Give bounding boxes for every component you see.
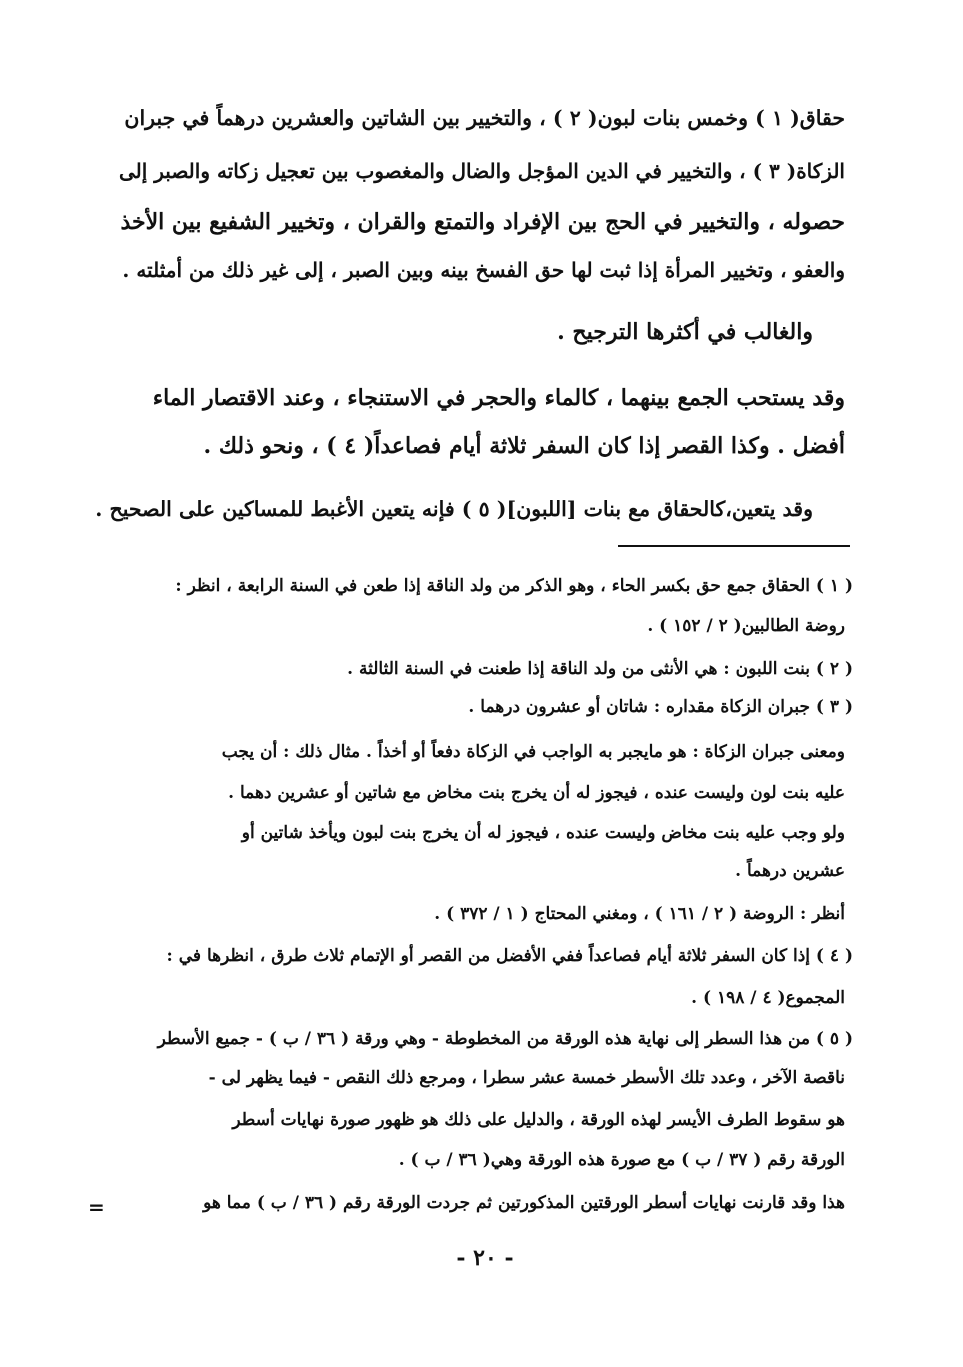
body-paragraph: وقد يتعين،كالحقاق مع بنات [اللبون]( ٥ ) فإنه يتعين الأغبط للمساكين على الصحيح . bbox=[95, 497, 813, 521]
body-line: الزكاة( ٣ ) ، والتخيير في الدين المؤجل والضال والمغصوب بين تعجيل زكاته والصبر إلى bbox=[118, 159, 845, 183]
continuation-mark: = bbox=[88, 1195, 105, 1219]
footnote-5-line: هذا وقد قارنت نهايات أسطر الورقتين المذكورتين ثم جردت الورقة رقم ( ٣٦ / ب ) مما هو bbox=[203, 1193, 845, 1213]
footnote-1-line: ( ١ ) الحقاق جمع حق بكسر الحاء ، وهو الذكر من ولد الناقة إذا طعن في السنة الرابعة ، انظر : bbox=[175, 576, 853, 596]
footnote-3-note-line: ولو وجب عليه بنت مخاض وليست عنده ، فيجوز له أن يخرج بنت لبون ويأخذ شاتين أو bbox=[241, 823, 845, 843]
page-number: - ٢٠ - bbox=[456, 1245, 514, 1271]
footnote-3-note-line: أنظر : الروضة ( ٢ / ١٦١ ) ، ومغني المحتاج ( ١ / ٣٧٢ ) . bbox=[434, 904, 845, 924]
body-line: أفضل . وكذا القصر إذا كان السفر ثلاثة أيام فصاعداً( ٤ ) ، ونحو ذلك . bbox=[203, 433, 845, 459]
body-paragraph: والغالب في أكثرها الترجيح . bbox=[557, 319, 813, 345]
footnote-5-line: ( ٥ ) من هذا السطر إلى نهاية هذه الورقة من المخطوطة - وهي ورقة ( ٣٦ / ب ) - جميع الأسطر bbox=[157, 1029, 853, 1049]
body-line: والعفو ، وتخيير المرأة إذا ثبت لها حق الفسخ بينه وبين الصبر ، إلى غير ذلك من أمثلته . bbox=[122, 258, 845, 282]
footnote-3-note-line: ومعنى جبران الزكاة : هو مايجبر به الواجب في الزكاة دفعاً أو أخذاً . مثال ذلك : أن يجب bbox=[221, 742, 845, 762]
body-line: حقاق( ١ ) وخمس بنات لبون( ٢ ) ، والتخيير بين الشاتين والعشرين درهماً في جبران bbox=[124, 106, 845, 130]
footnote-3-note-line: عليه بنت لون وليست عنده ، فيجوز له أن يخرج بنت مخاض مع شاتين أو عشرين دهما . bbox=[228, 783, 845, 803]
body-line: حصوله ، والتخيير في الحج بين الإفراد والتمتع والقران ، وتخيير الشفيع بين الأخذ bbox=[120, 209, 845, 235]
footnote-4-line: المجموع( ٤ / ١٩٨ ) . bbox=[691, 988, 845, 1008]
footnote-separator bbox=[618, 545, 850, 547]
footnote-5-line: ناقصة الآخر ، وعدد تلك الأسطر خمسة عشر سطرا ، ومرجع ذلك النقص - فيما يظهر لى - bbox=[208, 1068, 845, 1088]
footnote-2: ( ٢ ) بنت اللبون : هي الأنثى من ولد الناقة إذا طعنت في السنة الثالثة . bbox=[347, 659, 853, 679]
body-line: وقد يستحب الجمع بينهما ، كالماء والحجر في الاستنجاء ، وعند الاقتصار الماء bbox=[152, 385, 845, 411]
footnote-1-line: روضة الطالبين( ٢ / ١٥٢ ) . bbox=[647, 616, 845, 636]
footnote-3-note-line: عشرين درهماً . bbox=[735, 861, 845, 881]
footnote-4-line: ( ٤ ) إذا كان السفر ثلاثة أيام فصاعداً ففي الأفضل من القصر أو الإتمام ثلاث طرق ، انظرها في : bbox=[166, 946, 853, 966]
footnote-3: ( ٣ ) جبران الزكاة مقداره : شاتان أو عشرون درهما . bbox=[468, 697, 853, 717]
footnote-5-line: هو سقوط الطرف الأيسر لهذه الورقة ، والدليل على ذلك هو ظهور صورة نهايات أسطر bbox=[232, 1110, 845, 1130]
footnote-5-line: الورقة رقم ( ٣٧ / ب ) مع صورة هذه الورقة وهي( ٣٦ / ب ) . bbox=[398, 1150, 845, 1170]
